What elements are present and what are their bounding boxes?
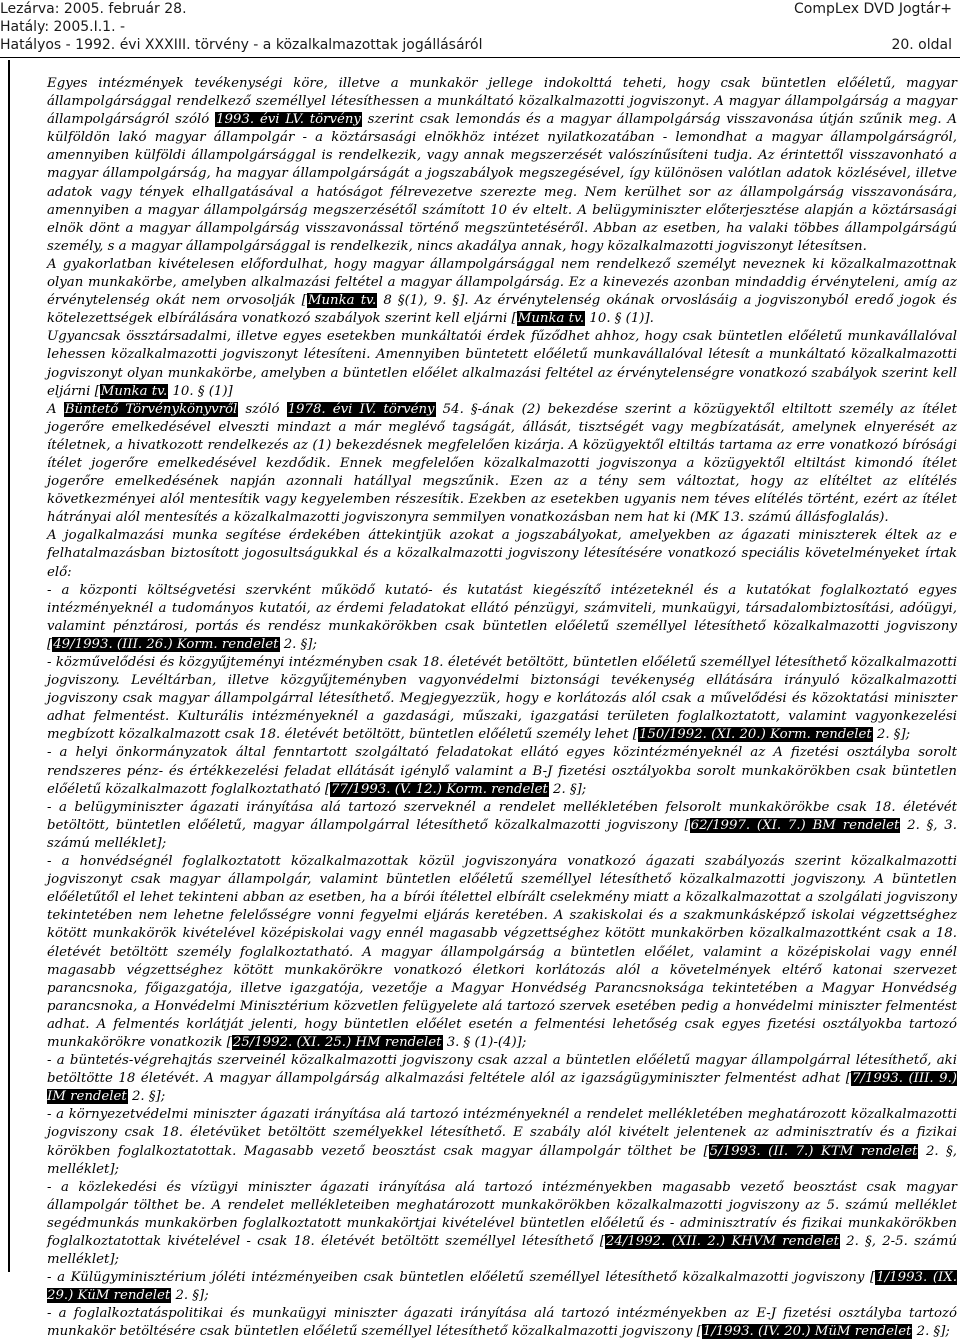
- law-reference-link[interactable]: 7/1993. (III. 9.) IM rendelet: [47, 1071, 957, 1105]
- paragraph-text: 2. §];: [872, 727, 911, 743]
- paragraph: [47, 1269, 957, 1305]
- paragraph: [47, 1106, 957, 1178]
- paragraph-text: 10. § (1)].: [585, 311, 654, 327]
- paragraph-text: 2. §, 2-5. számú melléklet];: [47, 1234, 958, 1268]
- paragraph-text: 2. §];: [279, 636, 317, 652]
- law-reference-link[interactable]: Munka tv.: [100, 383, 168, 399]
- paragraph: [47, 1305, 957, 1341]
- paragraph-text: - a helyi önkormányzatok által fenntartott szolgáltató feladatokat ellátó egyes közintézményeknél az A fizetési osztályba sorolt rendszeres pénz- és értékkezelési feladat ellátását igénylő valamint a B-J fizetési osztályokba sorolt munkakörökben csak büntetlen előéletű közalkalmazott foglalkoztatható [: [47, 745, 957, 797]
- paragraph-text: - a környezetvédelmi miniszter ágazati irányítása alá tartozó intézményeknél a rendelet mellékletében meghatározott közalkalmazotti jogviszony csak 18. életévüket betöltött személyekkel létesíthető. E szabály alól kivételt jelentenek az adminisztratív és a fizikai körökben foglalkoztatottak. Magasabb vezető beosztást csak magyar állampolgár tölthet be [: [47, 1107, 957, 1159]
- law-reference-link[interactable]: 49/1993. (III. 26.) Korm. rendelet: [53, 636, 279, 652]
- paragraph: [47, 328, 957, 400]
- law-reference-link[interactable]: 1993. évi LV. törvény: [216, 112, 361, 128]
- paragraph-text: szóló: [238, 401, 287, 417]
- header-document-title: Hatályos - 1992. évi XXXIII. törvény - a közalkalmazottak jogállásáról: [0, 37, 483, 53]
- page-header: [0, 0, 960, 58]
- paragraph-text: - a belügyminiszter ágazati irányítása alá tartozó szerveknél a rendelet mellékletében felsorolt munkakörökbe csak 18. életévét betöltött, büntetlen előéletű, magyar állampolgárral létesíthető közalkalmazotti jogviszony [: [47, 799, 957, 833]
- paragraph-text: - a közlekedési és vízügyi miniszter ágazati irányítása alá tartozó intézményekben magasabb vezető beosztást csak magyar állampolgár tölthet be. A rendelet mellékleteiben meghatározott munkakörökben közalkalmazotti jogviszony az 5. számú melléklet segédmunkás munkakörben foglalkoztatott munkakörtjai kivételével büntetlen előéletű és - adminisztratív és fizikai munkakörökben foglalkoztatottak kivételével - csak 18. életévét betöltött személlyel létesíthető [: [47, 1179, 957, 1249]
- law-reference-link[interactable]: 24/1992. (XII. 2.) KHVM rendelet: [605, 1234, 839, 1249]
- paragraph: [47, 799, 957, 853]
- header-product-name: CompLex DVD Jogtár+: [794, 1, 952, 17]
- paragraph: [47, 401, 957, 528]
- paragraph: [47, 75, 957, 256]
- law-reference-link[interactable]: Büntető Törvénykönyvről: [64, 401, 238, 417]
- paragraph-text: - a büntetés-végrehajtás szerveinél közalkalmazotti jogviszony csak azzal a büntetlen előéletű magyar állampolgárral létesíthető, aki betöltötte 18 életévét. A magyar állampolgárság alkalmazási feltétele alól az igazságügyminiszter felmentést adhat [: [47, 1053, 957, 1087]
- paragraph-text: - a központi költségvetési szervként működő kutató- és kutatást kiegészítő intézeteknél és a kutatókat foglalkoztató egyes intézményeknél a tudományos kutatói, az érdemi feladatokat ellátó pénzügyi, számviteli, munkaügyi, társadalombiztosítási, adóügyi, valamint pénztárosi, portás és rendész munkakörökben csak büntetlen előéletű személlyel létesíthető közalkalmazotti jogviszony [: [47, 582, 957, 652]
- law-reference-link[interactable]: 1/1993. (IX. 29.) KüM rendelet: [47, 1270, 957, 1304]
- paragraph: [47, 527, 957, 581]
- paragraph-text: 2. §];: [912, 1324, 950, 1340]
- paragraph-text: - a foglalkoztatáspolitikai és munkaügyi miniszter ágazati irányítása alá tartozó intézményekben az E-J fizetési osztályba tartozó munkakör betöltésére csak büntetlen előéletű személlyel létesíthető közalkalmazotti jogviszony [: [47, 1306, 957, 1340]
- paragraph-text: Ugyancsak össztársadalmi, illetve egyes esetekben munkáltatói érdek fűződhet ahhoz, hogy csak büntetlen előéletű munkavállalóval lehessen közalkalmazotti jogviszonyt létesíteni. Amennyiben büntetett előéletű munkavállalóval létesít a munkáltató közalkalmazotti jogviszonyt olyan munkakörbe, amelyben a büntetlen előélet alkalmazási feltétel az érvénytelenségre vonatkozó szabályok szerint kell eljárni [: [47, 329, 957, 399]
- paragraph-text: 8 §(1), 9. §]. Az érvénytelenség okának orvoslásáig a jogviszonyból eredő jogok és kötelezettségek elbírálására vonatkozó szabályok szerint kell eljárni [: [47, 293, 957, 327]
- header-effective-date: Hatály: 2005.I.1. -: [0, 19, 126, 35]
- paragraph: [47, 744, 957, 798]
- document-body: [47, 75, 957, 1342]
- header-closing-date: Lezárva: 2005. február 28.: [0, 1, 187, 17]
- paragraph-text: 2. §];: [127, 1089, 166, 1105]
- paragraph-text: 2. §, 3. számú melléklet];: [47, 817, 957, 851]
- law-reference-link[interactable]: 77/1993. (V. 12.) Korm. rendelet: [331, 781, 548, 797]
- paragraph-text: szerint csak lemondás és a magyar állampolgárság visszavonása útján szűnik meg. A külföldön lakó magyar állampolgár - a köztársasági elnökhöz intézet nyilatkozatában - lemondhat a magyar állampolgárságról, amennyiben külföldi állampolgársággal is rendelkezik, vagy annak megszerzését valószínűsíteni tudja. Az érintettől visszavonható a magyar állampolgárság, ha magyar állampolgárságát a jogszabályok megszegésével, így különösen valótlan adatok közlésével, illetve adatok vagy tények elhallgatásával a hatóságot félrevezetve szerezte meg. Nem kerülhet sor az állampolgárság visszavonására, amennyiben a magyar állampolgárság megszerzésétől számított 10 év eltelt. A belügyminiszter előterjesztése alapján a köztársasági elnök dönt a magyar állampolgárság visszavonással történő megszüntetéséről. Abban az esetben, ha valaki többes állampolgárságú személy, s a magyar állampolgársággal is rendelkezik, nincs akadálya annak, hogy közalkalmazotti jogviszonyt létesítsen.: [47, 112, 957, 254]
- law-reference-link[interactable]: Munka tv.: [307, 293, 377, 309]
- paragraph-text: A: [47, 401, 64, 417]
- paragraph-text: - közművelődési és közgyűjteményi intézményben csak 18. életévét betöltött, büntetlen előéletű személlyel létesíthető közalkalmazotti jogviszony. Levéltárban, illetve közgyűjteményben vagyonvédelmi biztonsági tevékenység ellátására irányuló közalkalmazotti jogviszony csak magyar állampolgárral létesíthető. Megjegyezzük, hogy e korlátozás alól csak a művelődési és közoktatási miniszter adhat felmentést. Kulturális intézményeknél a gazdasági, műszaki, igazgatási területen foglalkoztatott, valamint vagyonkezelési megbízott közalkalmazott csak 18. életévét betöltött, büntetlen előéletű személy lehet [: [47, 655, 957, 743]
- paragraph: [47, 256, 957, 328]
- paragraph-text: - a honvédségnél foglalkoztatott közalkalmazottak közül jogviszonyára vonatkozó ágazati szabályozás szerint közalkalmazotti jogviszonyt csak magyar állampolgár, valamint büntetlen előéletű személlyel létesíthető közalkalmazotti jogviszony. A büntetlen előéletűtől el lehet tekinteni abban az esetben, ha a bírói ítélettel elbírált cselekmény miatt a közalkalmazottat a szolgálati jogviszony tekintetében nem lehetne felelősségre vonni fegyelmi eljárás keretében. A szakiskolai és a szakmunkásképző iskolai végzettséghez kötött munkakörök kivételével középiskolai vagy ennél magasabb végzettséghez kötött munkakörben közalkalmazottként csak a 18. életévét betöltött személy foglalkoztatható. A magyar állampolgárság a büntetlen előélet, valamint a középiskolai vagy ennél magasabb végzettséghez kötött munkakörökre vonatkozó életkori korlátozás alól a követelmények eltérő katonai szervezet parancsnoka, főigazgatója, illetve igazgatója, vezetője a Magyar Honvédség Parancsnoksága tekintetében a Magyar Honvédség parancsnoka, a Honvédelmi Minisztérium közvetlen felügyelete alá tartozó szervek esetében pedig a honvédelmi miniszter felmentést adhat. A felmentés korlátját jelenti, hogy büntetlen előélet esetén a felmentési lehetőség csak egyes fizetési osztályokba tartozó munkakörökre vonatkozik [: [47, 854, 957, 1050]
- paragraph-text: 3. § (1)-(4)];: [442, 1034, 527, 1050]
- paragraph-text: 2. §, melléklet];: [47, 1143, 957, 1177]
- law-reference-link[interactable]: 25/1992. (XI. 25.) HM rendelet: [232, 1034, 442, 1050]
- paragraph-text: A jogalkalmazási munka segítése érdekében áttekintjük azokat a jogszabályokat, amelyekben az ágazati miniszterek éltek az e felhatalmazásban biztosított jogosultságukkal és a közalkalmazotti jogviszony létesítésére vonatkozó speciális követelményeket írtak elő:: [47, 528, 957, 580]
- paragraph-text: 2. §];: [548, 781, 587, 797]
- law-reference-link[interactable]: Munka tv.: [517, 311, 585, 327]
- law-reference-link[interactable]: 1978. évi IV. törvény: [287, 401, 435, 417]
- header-page-number: 20. oldal: [891, 37, 952, 53]
- paragraph: [47, 654, 957, 744]
- paragraph-text: A gyakorlatban kivételesen előfordulhat, hogy magyar állampolgársággal nem rendelkező személyt neveznek ki közalkalmazottnak olyan munkakörbe, amelyben alkalmazási feltétel a magyar állampolgárság. Ez a kinevezés azonban mindaddig érvényteleni, amíg az érvénytelenség okát nem orvosolják [: [47, 256, 957, 309]
- law-reference-link[interactable]: 62/1997. (XI. 7.) BM rendelet: [690, 817, 900, 833]
- paragraph: [47, 582, 957, 654]
- paragraph-text: Egyes intézmények tevékenységi köre, illetve a munkakör jellege indokolttá teheti, hogy csak büntetlen előéletű, magyar állampolgársággal rendelkező személlyel létesíthessen a munkáltató közalkalmazotti jogviszonyt. A magyar állampolgárság a magyar állampolgárságról szóló: [47, 76, 957, 128]
- paragraph-text: 54. §-ának (2) bekezdése szerint a közügyektől eltiltott személy az ítélet jogerőre emelkedésével elveszti mindazt a már meglévő tagságát, állását, tisztségét vagy megbízatását, amelynek elnyerését az ítéletnek, a hivatkozott rendelkezés az (1) bekezdésnek megfelelően kizárja. A közügyektől eltiltás tartama az erre vonatkozó bírósági ítélet jogerőre emelkedésével kezdődik. Ennek megfelelően közalkalmazotti jogviszonya a közügyektől eltiltást kimondó ítélet jogerőre emelkedésének napján azonnali hatállyal megszűnik. Ezen az a tény sem változtat, hogy az elítéltet az elítélés következményei alól mentesítik vagy kegyelemben részesítik. Ezekben az esetekben ugyanis nem téves elítélés történt, ezért az ítélet hátrányai alól mentesítés a közalkalmazotti jogviszonyra semmilyen vonatkozásban nem hat ki (MK 13. számú állásfoglalás).: [47, 401, 957, 526]
- law-reference-link[interactable]: 150/1992. (XI. 20.) Korm. rendelet: [638, 727, 872, 743]
- law-reference-link[interactable]: 1/1993. (IV. 20.) MüM rendelet: [702, 1324, 912, 1340]
- paragraph-text: 10. § (1)]: [168, 383, 233, 399]
- paragraph: [47, 853, 957, 1052]
- paragraph-text: 2. §];: [171, 1288, 209, 1304]
- change-bar: [8, 60, 10, 1272]
- paragraph-text: - a Külügyminisztérium jóléti intézményeiben csak büntetlen előéletű személlyel létesíthető közalkalmazotti jogviszony [: [47, 1270, 876, 1286]
- law-reference-link[interactable]: 5/1993. (II. 7.) KTM rendelet: [709, 1143, 918, 1159]
- paragraph: [47, 1179, 957, 1269]
- paragraph: [47, 1052, 957, 1106]
- header-separator: [0, 57, 960, 58]
